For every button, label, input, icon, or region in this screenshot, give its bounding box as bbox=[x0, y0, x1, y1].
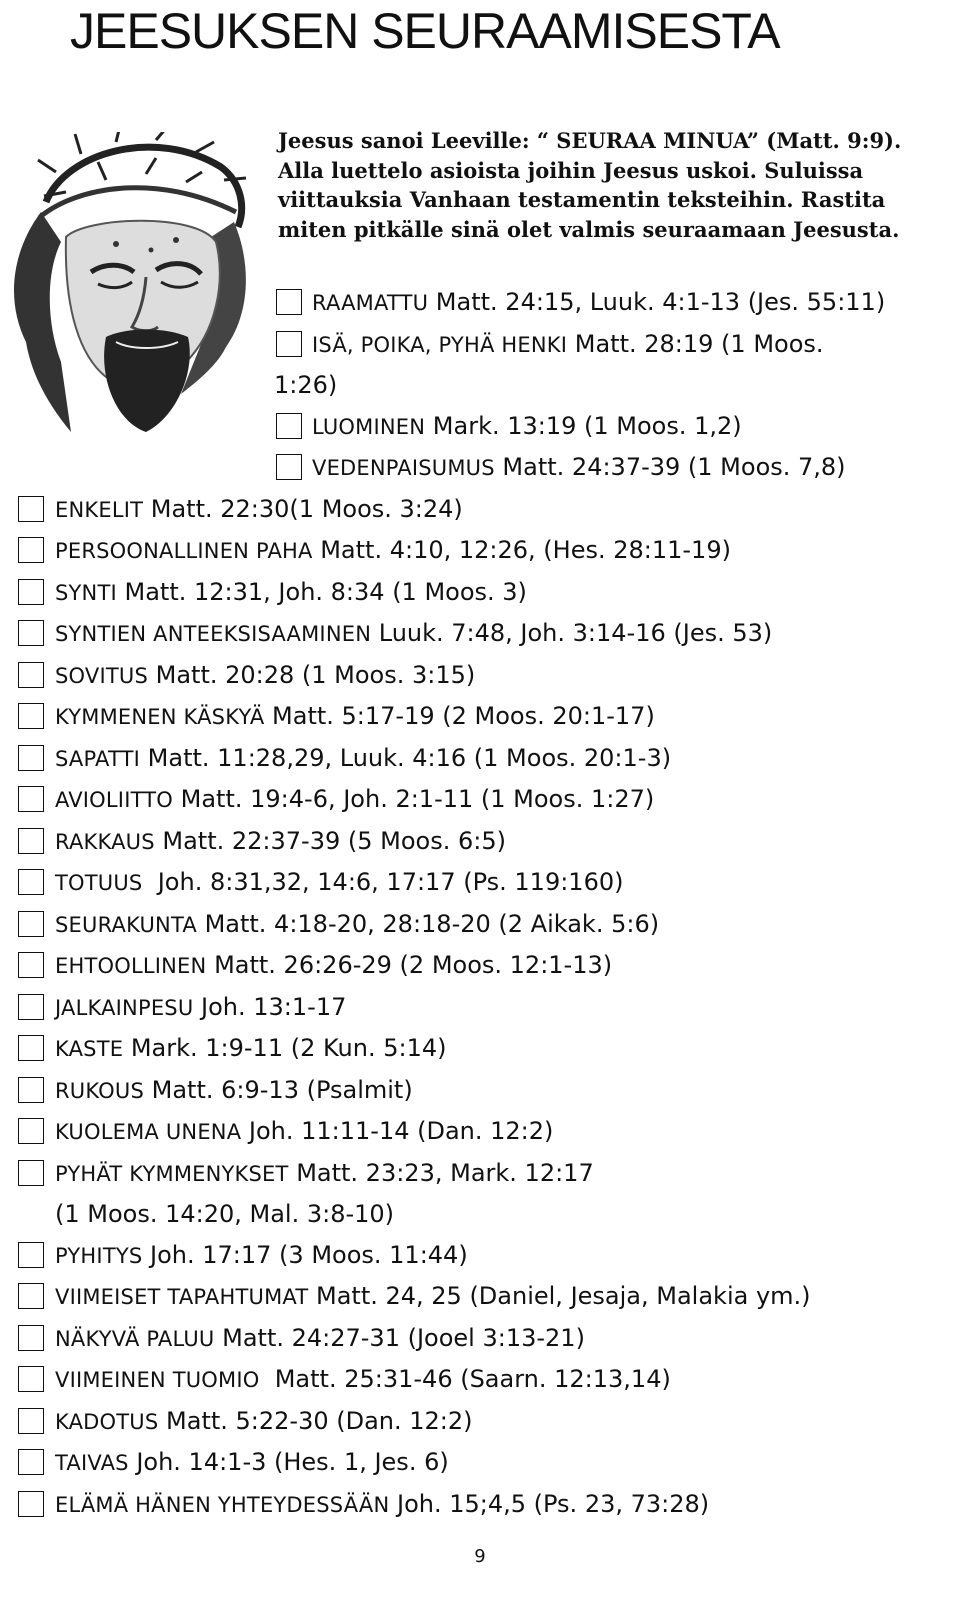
checkbox[interactable] bbox=[18, 537, 44, 563]
list-item bbox=[0, 324, 960, 406]
list-item bbox=[0, 489, 960, 531]
list-item bbox=[0, 572, 960, 614]
checkbox[interactable] bbox=[18, 1077, 44, 1103]
topic-keyword: NÄKYVÄ PALUU bbox=[55, 1326, 215, 1351]
bible-reference: Matt. 24:15, Luuk. 4:1-13 (Jes. 55:11) bbox=[428, 288, 886, 316]
checkbox[interactable] bbox=[18, 911, 44, 937]
bible-reference: Matt. 24:37-39 (1 Moos. 7,8) bbox=[494, 453, 846, 481]
checkbox[interactable] bbox=[276, 331, 302, 357]
intro-text: Jeesus sanoi Leeville: “ SEURAA MINUA” (Matt. 9:9). Alla luettelo asioista joihin Jeesus uskoi. Suluissa viittauksia Vanhaan testamentin teksteihin. Rastita miten pitkälle sinä olet valmis seuraamaan Jeesusta. bbox=[278, 128, 902, 242]
list-item bbox=[0, 1153, 960, 1235]
bible-reference: Matt. 28:19 (1 Moos. bbox=[567, 329, 824, 358]
bible-reference: Matt. 20:28 (1 Moos. 3:15) bbox=[147, 660, 476, 689]
bible-reference-continued: 1:26) bbox=[274, 371, 338, 399]
checkbox[interactable] bbox=[18, 1408, 44, 1434]
checkbox[interactable] bbox=[18, 828, 44, 854]
list-item bbox=[0, 1070, 960, 1112]
bible-reference: Joh. 14:1-3 (Hes. 1, Jes. 6) bbox=[128, 1448, 449, 1476]
topic-keyword: KADOTUS bbox=[55, 1409, 159, 1434]
list-item bbox=[0, 779, 960, 821]
checkbox[interactable] bbox=[18, 786, 44, 812]
checkbox[interactable] bbox=[18, 1035, 44, 1061]
bible-reference: Matt. 24, 25 (Daniel, Jesaja, Malakia ym.) bbox=[308, 1282, 811, 1310]
bible-reference: Luuk. 7:48, Joh. 3:14-16 (Jes. 53) bbox=[371, 619, 773, 647]
list-item bbox=[0, 406, 960, 448]
list-item bbox=[0, 1028, 960, 1070]
bible-reference: Matt. 4:18-20, 28:18-20 (2 Aikak. 5:6) bbox=[196, 909, 660, 938]
list-item bbox=[0, 862, 960, 904]
list-item bbox=[0, 987, 960, 1029]
list-item bbox=[0, 1318, 960, 1360]
topic-keyword: VIIMEISET TAPAHTUMAT bbox=[55, 1285, 309, 1309]
bible-reference: Matt. 5:22-30 (Dan. 12:2) bbox=[158, 1406, 473, 1435]
bible-reference: Mark. 1:9-11 (2 Kun. 5:14) bbox=[123, 1034, 447, 1062]
checkbox[interactable] bbox=[18, 1325, 44, 1351]
list-item bbox=[0, 945, 960, 987]
checkbox[interactable] bbox=[18, 745, 44, 771]
topic-keyword: PYHÄT KYMMENYKSET bbox=[55, 1161, 289, 1186]
topic-keyword: SAPATTI bbox=[55, 746, 141, 771]
topic-keyword: KASTE bbox=[55, 1037, 124, 1061]
topic-keyword: LUOMINEN bbox=[312, 414, 426, 439]
topic-keyword: RAAMATTU bbox=[312, 291, 429, 315]
list-item bbox=[0, 696, 960, 738]
list-item bbox=[0, 655, 960, 697]
list-item bbox=[0, 1276, 960, 1318]
bible-reference: Matt. 12:31, Joh. 8:34 (1 Moos. 3) bbox=[116, 577, 527, 606]
bible-reference: Matt. 26:26-29 (2 Moos. 12:1-13) bbox=[206, 951, 613, 979]
topic-keyword: JALKAINPESU bbox=[55, 995, 194, 1020]
bible-reference: Joh. 17:17 (3 Moos. 11:44) bbox=[142, 1240, 468, 1269]
topic-keyword: PYHITYS bbox=[55, 1243, 143, 1268]
list-item bbox=[0, 1359, 960, 1401]
topic-keyword: ISÄ, POIKA, PYHÄ HENKI bbox=[312, 332, 568, 357]
bible-reference: Matt. 19:4-6, Joh. 2:1-11 (1 Moos. 1:27) bbox=[173, 785, 655, 813]
topic-keyword: SYNTIEN ANTEEKSISAAMINEN bbox=[55, 622, 372, 646]
topic-keyword: SEURAKUNTA bbox=[55, 912, 197, 937]
bible-reference: Matt. 11:28,29, Luuk. 4:16 (1 Moos. 20:1-3) bbox=[140, 743, 672, 772]
checkbox[interactable] bbox=[18, 1242, 44, 1268]
bible-reference: Joh. 13:1-17 bbox=[193, 992, 347, 1021]
page-title: JEESUKSEN SEURAAMISESTA bbox=[70, 3, 780, 59]
checkbox[interactable] bbox=[18, 620, 44, 646]
topic-keyword: SOVITUS bbox=[55, 663, 148, 688]
topic-keyword: RUKOUS bbox=[55, 1078, 145, 1103]
list-item bbox=[0, 447, 960, 489]
checkbox[interactable] bbox=[18, 579, 44, 605]
list-item bbox=[0, 738, 960, 780]
bible-reference: Joh. 11:11-14 (Dan. 12:2) bbox=[241, 1117, 554, 1145]
bible-reference-continued: (1 Moos. 14:20, Mal. 3:8-10) bbox=[55, 1200, 395, 1228]
list-item bbox=[0, 1484, 960, 1526]
list-item bbox=[0, 282, 960, 324]
checkbox[interactable] bbox=[18, 994, 44, 1020]
checkbox[interactable] bbox=[18, 1283, 44, 1309]
checkbox[interactable] bbox=[276, 289, 302, 315]
bible-reference: Matt. 22:30(1 Moos. 3:24) bbox=[143, 494, 463, 523]
bible-reference: Joh. 8:31,32, 14:6, 17:17 (Ps. 119:160) bbox=[142, 868, 624, 896]
topic-keyword: ELÄMÄ HÄNEN YHTEYDESSÄÄN bbox=[55, 1492, 390, 1517]
bible-reference: Matt. 25:31-46 (Saarn. 12:13,14) bbox=[259, 1365, 671, 1393]
checkbox[interactable] bbox=[18, 703, 44, 729]
topic-keyword: TOTUUS bbox=[55, 871, 143, 895]
checkbox[interactable] bbox=[18, 1366, 44, 1392]
list-item bbox=[0, 1401, 960, 1443]
list-item bbox=[0, 1235, 960, 1277]
checkbox[interactable] bbox=[18, 1491, 44, 1517]
checkbox[interactable] bbox=[276, 454, 302, 480]
checkbox[interactable] bbox=[276, 413, 302, 439]
list-item bbox=[0, 1442, 960, 1484]
list-item bbox=[0, 613, 960, 655]
bible-reference: Matt. 4:10, 12:26, (Hes. 28:11-19) bbox=[312, 536, 731, 564]
bible-reference: Matt. 23:23, Mark. 12:17 bbox=[288, 1158, 594, 1187]
topic-keyword: AVIOLIITTO bbox=[55, 788, 174, 812]
checkbox[interactable] bbox=[18, 1449, 44, 1475]
bible-reference: Matt. 5:17-19 (2 Moos. 20:1-17) bbox=[264, 702, 655, 730]
topic-keyword: SYNTI bbox=[55, 580, 117, 605]
bible-reference: Matt. 22:37-39 (5 Moos. 6:5) bbox=[154, 826, 506, 855]
topic-keyword: VIIMEINEN TUOMIO bbox=[55, 1368, 260, 1392]
checkbox[interactable] bbox=[18, 1160, 44, 1186]
topic-keyword: PERSOONALLINEN PAHA bbox=[55, 539, 313, 563]
topic-keyword: KYMMENEN KÄSKYÄ bbox=[55, 705, 265, 729]
checkbox[interactable] bbox=[18, 869, 44, 895]
bible-reference: Matt. 24:27-31 (Jooel 3:13-21) bbox=[214, 1323, 585, 1352]
topic-keyword: VEDENPAISUMUS bbox=[312, 456, 495, 480]
topic-keyword: ENKELIT bbox=[55, 497, 144, 522]
list-item bbox=[0, 1111, 960, 1153]
checkbox[interactable] bbox=[18, 1118, 44, 1144]
topic-keyword: KUOLEMA UNENA bbox=[55, 1120, 242, 1144]
topic-keyword: TAIVAS bbox=[55, 1451, 129, 1475]
page-number: 9 bbox=[474, 1546, 486, 1567]
bible-reference: Matt. 6:9-13 (Psalmit) bbox=[144, 1075, 413, 1104]
checkbox[interactable] bbox=[18, 496, 44, 522]
checkbox[interactable] bbox=[18, 662, 44, 688]
list-item bbox=[0, 904, 960, 946]
bible-reference: Mark. 13:19 (1 Moos. 1,2) bbox=[425, 411, 742, 440]
scripture-checklist bbox=[0, 282, 960, 1525]
checkbox[interactable] bbox=[18, 952, 44, 978]
list-item bbox=[0, 821, 960, 863]
list-item bbox=[0, 530, 960, 572]
topic-keyword: EHTOOLLINEN bbox=[55, 954, 207, 978]
bible-reference: Joh. 15;4,5 (Ps. 23, 73:28) bbox=[389, 1489, 710, 1518]
topic-keyword: RAKKAUS bbox=[55, 829, 155, 854]
